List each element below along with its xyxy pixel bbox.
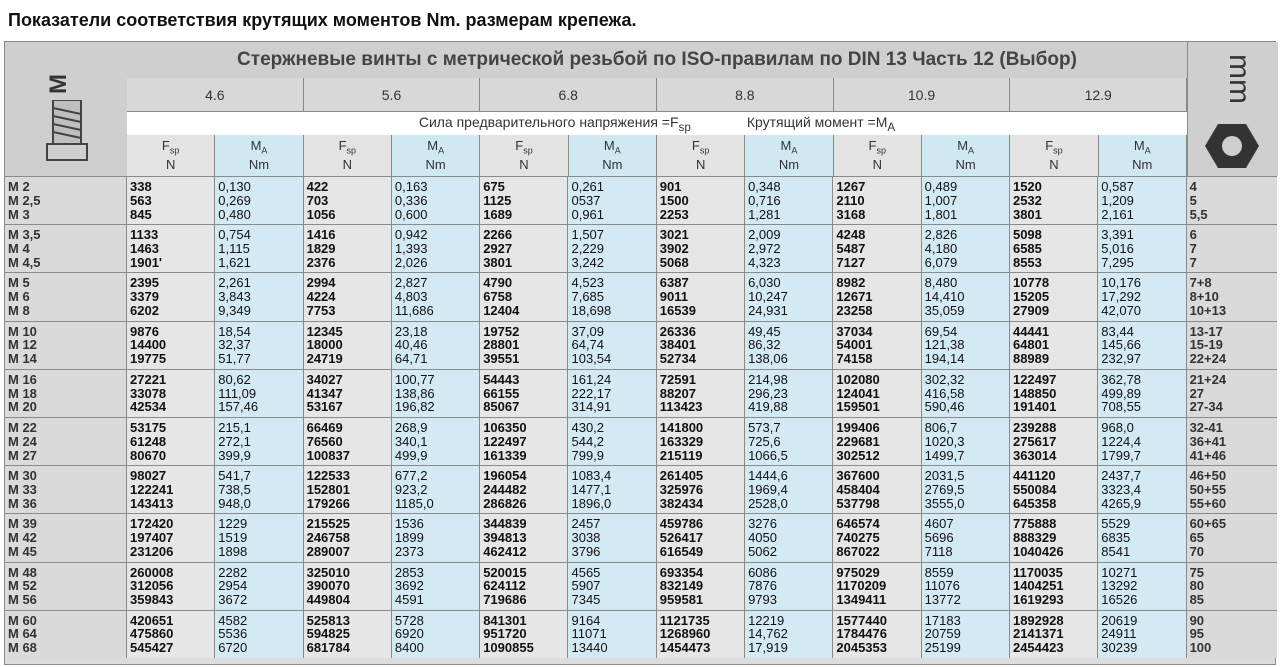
wrench-size-cell: 7+8 8+10 10+13 [1187,273,1277,320]
table-row-group [5,465,1277,513]
force-value-cell: 44441 64801 88989 [1010,322,1098,369]
torque-table-sheet [4,41,1276,665]
force-value-cell: 54443 66155 85067 [480,370,568,417]
thread-size-cell: M 30 M 33 M 36 [5,466,127,513]
force-value-cell: 19752 28801 39551 [480,322,568,369]
thread-size-cell: M 60 M 64 M 68 [5,611,127,658]
moment-value-cell: 23,18 40,46 64,71 [392,322,480,369]
force-value-cell: 66469 76560 100837 [304,418,392,465]
force-value-cell: 975029 1170209 1349411 [833,563,921,610]
moment-unit-header: $M_A$ Nm [215,135,303,176]
wrench-size-column-header [1187,42,1278,176]
moment-value-cell: 2031,5 2769,5 3555,0 [922,466,1010,513]
moment-value-cell: 1083,4 1477,1 1896,0 [568,466,656,513]
moment-value-cell: 9164 11071 13440 [568,611,656,658]
moment-unit-header: $M_A$ Nm [569,135,657,176]
moment-value-cell: 37,09 64,74 103,54 [568,322,656,369]
force-value-cell: 141800 163329 215119 [657,418,745,465]
moment-unit-header: $M_A$ Nm [1099,135,1187,176]
thread-size-cell: M 3,5 M 4 M 4,5 [5,225,127,272]
moment-value-cell: 268,9 340,1 499,9 [392,418,480,465]
force-value-cell: 172420 197407 231206 [127,514,215,561]
force-unit-header: $F_{sp}$ N [834,135,922,176]
wrench-size-cell: 21+24 27 27-34 [1187,370,1277,417]
moment-value-cell: 430,2 544,2 799,9 [568,418,656,465]
moment-value-cell: 2,009 2,972 4,323 [745,225,833,272]
moment-value-cell: 3,391 5,016 7,295 [1098,225,1186,272]
force-value-cell: 260008 312056 359843 [127,563,215,610]
table-row-group [5,513,1277,561]
wrench-size-cell: 46+50 50+55 55+60 [1187,466,1277,513]
force-value-cell: 441120 550084 645358 [1010,466,1098,513]
thread-size-cell: M 39 M 42 M 45 [5,514,127,561]
force-value-cell: 1416 1829 2376 [304,225,392,272]
table-row-group [5,321,1277,369]
force-value-cell: 26336 38401 52734 [657,322,745,369]
force-value-cell: 420651 475860 545427 [127,611,215,658]
force-value-cell: 72591 88207 113423 [657,370,745,417]
moment-value-cell: 3276 4050 5062 [745,514,833,561]
moment-value-cell: 0,163 0,336 0,600 [392,177,480,224]
moment-value-cell: 0,942 1,393 2,026 [392,225,480,272]
wrench-size-cell: 60+65 65 70 [1187,514,1277,561]
moment-unit-header: $M_A$ Nm [922,135,1010,176]
moment-value-cell: 215,1 272,1 399,9 [215,418,303,465]
force-value-cell: 10778 15205 27909 [1010,273,1098,320]
thread-size-cell: M 16 M 18 M 20 [5,370,127,417]
thread-size-cell: M 2 M 2,5 M 3 [5,177,127,224]
force-value-cell: 102080 124041 159501 [833,370,921,417]
moment-value-cell: 0,587 1,209 2,161 [1098,177,1186,224]
moment-value-cell: 18,54 32,37 51,77 [215,322,303,369]
wrench-size-unit: mm [1222,54,1256,104]
moment-value-cell: 2,826 4,180 6,079 [922,225,1010,272]
grade-10-9: 10.9 [834,78,1011,111]
force-value-cell: 841301 951720 1090855 [480,611,568,658]
force-value-cell: 1133 1463 1901' [127,225,215,272]
force-value-cell: 422 703 1056 [304,177,392,224]
force-value-cell: 199406 229681 302512 [833,418,921,465]
moment-value-cell: 0,754 1,115 1,621 [215,225,303,272]
wrench-size-cell: 32-41 36+41 41+46 [1187,418,1277,465]
force-value-cell: 6387 9011 16539 [657,273,745,320]
moment-value-cell: 2,261 3,843 9,349 [215,273,303,320]
force-value-cell: 1577440 1784476 2045353 [833,611,921,658]
moment-value-cell: 573,7 725,6 1066,5 [745,418,833,465]
moment-value-cell: 161,24 222,17 314,91 [568,370,656,417]
size-column-letter: M [45,74,72,94]
force-value-cell: 338 563 845 [127,177,215,224]
moment-value-cell: 1229 1519 1898 [215,514,303,561]
force-value-cell: 122533 152801 179266 [304,466,392,513]
grade-4-6: 4.6 [127,78,304,111]
table-row-group [5,369,1277,417]
table-title: Стержневые винты с метрической резьбой по ISO-правилам по DIN 13 Часть 12 (Выбор) [127,42,1187,79]
force-value-cell: 459786 526417 616549 [657,514,745,561]
force-value-cell: 4248 5487 7127 [833,225,921,272]
wrench-size-cell: 4 5 5,5 [1187,177,1277,224]
force-value-cell: 2395 3379 6202 [127,273,215,320]
moment-value-cell: 214,98 296,23 419,88 [745,370,833,417]
force-value-cell: 122497 148850 191401 [1010,370,1098,417]
force-unit-header: $F_{sp}$ N [657,135,745,176]
force-value-cell: 1121735 1268960 1454473 [657,611,745,658]
force-value-cell: 98027 122241 143413 [127,466,215,513]
moment-value-cell: 677,2 923,2 1185,0 [392,466,480,513]
force-value-cell: 9876 14400 19775 [127,322,215,369]
force-value-cell: 325010 390070 449804 [304,563,392,610]
force-value-cell: 106350 122497 161339 [480,418,568,465]
force-value-cell: 693354 832149 959581 [657,563,745,610]
moment-value-cell: 1444,6 1969,4 2528,0 [745,466,833,513]
legend-row [127,111,1187,137]
moment-value-cell: 4,523 7,685 18,698 [568,273,656,320]
force-value-cell: 344839 394813 462412 [480,514,568,561]
table-row-group [5,224,1277,272]
moment-value-cell: 806,7 1020,3 1499,7 [922,418,1010,465]
force-unit-header: $F_{sp}$ N [127,135,215,176]
moment-value-cell: 4582 5536 6720 [215,611,303,658]
moment-value-cell: 302,32 416,58 590,46 [922,370,1010,417]
force-legend: Сила предварительного напряжения $=F_{sp}$ [418,114,691,134]
grade-12-9: 12.9 [1010,78,1187,111]
force-value-cell: 775888 888329 1040426 [1010,514,1098,561]
moment-value-cell: 0,130 0,269 0,480 [215,177,303,224]
moment-value-cell: 8559 11076 13772 [922,563,1010,610]
moment-value-cell: 2,827 4,803 11,686 [392,273,480,320]
moment-value-cell: 2282 2954 3672 [215,563,303,610]
moment-value-cell: 49,45 86,32 138,06 [745,322,833,369]
moment-value-cell: 8,480 14,410 35,059 [922,273,1010,320]
force-value-cell: 1267 2110 3168 [833,177,921,224]
moment-value-cell: 968,0 1224,4 1799,7 [1098,418,1186,465]
force-value-cell: 1520 2532 3801 [1010,177,1098,224]
grade-5-6: 5.6 [304,78,481,111]
thread-size-cell: M 48 M 52 M 56 [5,563,127,610]
table-row-group [5,417,1277,465]
moment-value-cell: 10,176 17,292 42,070 [1098,273,1186,320]
moment-value-cell: 0,261 0537 0,961 [568,177,656,224]
force-value-cell: 8982 12671 23258 [833,273,921,320]
wrench-size-cell: 75 80 85 [1187,563,1277,610]
table-row-group [5,272,1277,320]
moment-unit-header: $M_A$ Nm [392,135,480,176]
moment-value-cell: 4607 5696 7118 [922,514,1010,561]
force-value-cell: 901 1500 2253 [657,177,745,224]
table-row-group [5,610,1277,658]
screw-icon [45,100,89,162]
force-value-cell: 2994 4224 7753 [304,273,392,320]
force-value-cell: 646574 740275 867022 [833,514,921,561]
moment-value-cell: 69,54 121,38 194,14 [922,322,1010,369]
moment-legend: Крутящий момент $=M_A$ [746,114,896,134]
force-unit-header: $F_{sp}$ N [480,135,568,176]
torque-table-body [5,176,1277,658]
force-value-cell: 367600 458404 537798 [833,466,921,513]
force-value-cell: 1892928 2141371 2454423 [1010,611,1098,658]
wrench-size-cell: 6 7 7 [1187,225,1277,272]
moment-value-cell: 4565 5907 7345 [568,563,656,610]
moment-value-cell: 10271 13292 16526 [1098,563,1186,610]
moment-value-cell: 17183 20759 25199 [922,611,1010,658]
force-value-cell: 196054 244482 286826 [480,466,568,513]
unit-header-row [127,135,1187,176]
size-column-header [5,42,128,176]
moment-value-cell: 362,78 499,89 708,55 [1098,370,1186,417]
moment-value-cell: 100,77 138,86 196,82 [392,370,480,417]
moment-value-cell: 80,62 111,09 157,46 [215,370,303,417]
force-value-cell: 37034 54001 74158 [833,322,921,369]
force-value-cell: 239288 275617 363014 [1010,418,1098,465]
thread-size-cell: M 22 M 24 M 27 [5,418,127,465]
moment-value-cell: 2853 3692 4591 [392,563,480,610]
moment-value-cell: 1536 1899 2373 [392,514,480,561]
force-value-cell: 53175 61248 80670 [127,418,215,465]
thread-size-cell: M 10 M 12 M 14 [5,322,127,369]
wrench-size-cell: 90 95 100 [1187,611,1277,658]
moment-value-cell: 5728 6920 8400 [392,611,480,658]
force-value-cell: 3021 3902 5068 [657,225,745,272]
moment-value-cell: 6086 7876 9793 [745,563,833,610]
moment-value-cell: 83,44 145,66 232,97 [1098,322,1186,369]
moment-value-cell: 2457 3038 3796 [568,514,656,561]
force-value-cell: 520015 624112 719686 [480,563,568,610]
hex-nut-icon [1204,122,1260,170]
moment-value-cell: 2437,7 3323,4 4265,9 [1098,466,1186,513]
strength-grade-row [127,78,1187,111]
force-value-cell: 4790 6758 12404 [480,273,568,320]
wrench-size-cell: 13-17 15-19 22+24 [1187,322,1277,369]
force-value-cell: 12345 18000 24719 [304,322,392,369]
force-value-cell: 675 1125 1689 [480,177,568,224]
force-value-cell: 34027 41347 53167 [304,370,392,417]
grade-8-8: 8.8 [657,78,834,111]
moment-value-cell: 5529 6835 8541 [1098,514,1186,561]
force-value-cell: 2266 2927 3801 [480,225,568,272]
moment-unit-header: $M_A$ Nm [745,135,833,176]
thread-size-cell: M 5 M 6 M 8 [5,273,127,320]
force-value-cell: 261405 325976 382434 [657,466,745,513]
moment-value-cell: 541,7 738,5 948,0 [215,466,303,513]
page-heading: Показатели соответствия крутящих моментов Nm. размерам крепежа. [8,10,637,30]
moment-value-cell: 12219 14,762 17,919 [745,611,833,658]
force-unit-header: $F_{sp}$ N [1010,135,1098,176]
table-row-group [5,176,1277,224]
force-value-cell: 5098 6585 8553 [1010,225,1098,272]
moment-value-cell: 6,030 10,247 24,931 [745,273,833,320]
force-value-cell: 27221 33078 42534 [127,370,215,417]
force-unit-header: $F_{sp}$ N [304,135,392,176]
table-row-group [5,562,1277,610]
moment-value-cell: 0,348 0,716 1,281 [745,177,833,224]
moment-value-cell: 0,489 1,007 1,801 [922,177,1010,224]
force-value-cell: 215525 246758 289007 [304,514,392,561]
moment-value-cell: 1,507 2,229 3,242 [568,225,656,272]
grade-6-8: 6.8 [480,78,657,111]
moment-value-cell: 20619 24911 30239 [1098,611,1186,658]
force-value-cell: 1170035 1404251 1619293 [1010,563,1098,610]
force-value-cell: 525813 594825 681784 [304,611,392,658]
